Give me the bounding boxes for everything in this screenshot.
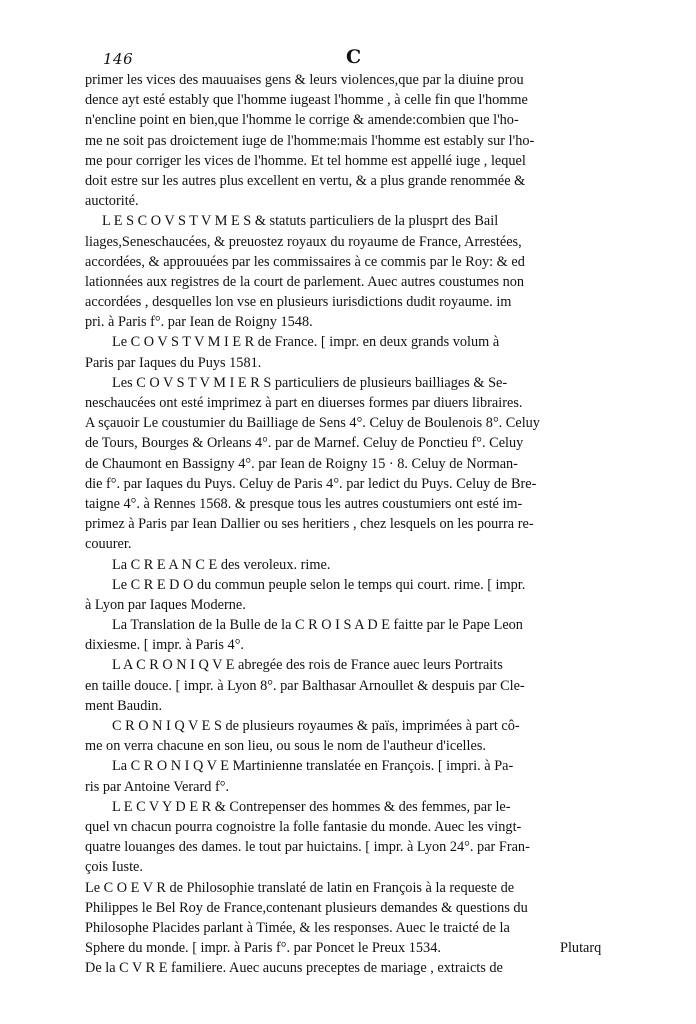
entry-heading-line: L E S C O V S T V M E S & statuts particuliers de la plusprt des Bail xyxy=(102,213,499,230)
page-body xyxy=(85,70,625,978)
text-line: die f°. par Iaques du Puys. Celuy de Paris 4°. par ledict du Puys. Celuy de Bre- xyxy=(85,475,537,492)
text-line: Sphere du monde. [ impr. à Paris f°. par Poncet le Preux 1534. xyxy=(85,940,441,957)
entry-heading-line: Le C O V S T V M I E R de France. [ impr. en deux grands volum à xyxy=(112,334,500,351)
text-line: couurer. xyxy=(85,536,132,553)
text-line: pri. à Paris f°. par Iean de Roigny 1548. xyxy=(85,314,313,331)
entry-heading-line: La C R E A N C E des veroleux. rime. xyxy=(112,556,331,573)
entry-heading-line: C R O N I Q V E S de plusieurs royaumes & païs, imprimées à part cô- xyxy=(112,718,520,734)
text-line: ris par Antoine Verard f°. xyxy=(85,778,230,795)
text-line: ment Baudin. xyxy=(85,697,163,714)
text-line: dence ayt esté estably que l'homme iugeast l'homme , à celle fin que l'homme xyxy=(85,92,528,109)
text-line: primer les vices des mauuaises gens & leurs violences,que par la diuine prou xyxy=(85,72,524,88)
text-line: neschaucées ont esté imprimez à part en diuerses formes par diuers libraires. xyxy=(85,395,523,411)
text-line: doit estre sur les autres plus excellent en vertu, & a plus grande renommée & xyxy=(85,172,526,189)
text-line: me on verra chacune en son lieu, ou sous le nom de l'autheur d'icelles. xyxy=(85,738,486,755)
text-line: n'encline point en bien,que l'homme le corrige & amende:combien que l'ho- xyxy=(85,112,519,129)
signature-mark: C xyxy=(346,46,362,68)
text-line: primez à Paris par Iean Dallier ou ses heritiers , chez lesquels on les pourra re- xyxy=(85,516,534,533)
text-line: taigne 4°. à Rennes 1568. & presque tous les autres coustumiers ont esté im- xyxy=(85,495,523,512)
text-line: lationnées aux registres de la court de parlement. Auec autres coustumes non xyxy=(85,273,525,290)
text-line: accordées , desquelles lon vse en plusieurs iurisdictions dudit royaume. im xyxy=(85,294,512,311)
entry-heading-line: La Translation de la Bulle de la C R O I S A D E faitte par le Pape Leon xyxy=(112,617,523,634)
entry-heading-line: Les C O V S T V M I E R S particuliers de plusieurs bailliages & Se- xyxy=(112,374,508,391)
text-line: de Tours, Bourges & Orleans 4°. par de Marnef. Celuy de Ponctieu f°. Celuy xyxy=(85,435,524,452)
text-line: Paris par Iaques du Puys 1581. xyxy=(85,354,262,371)
text-line: me pour corriger les vices de l'homme. Et tel homme est appellé iuge , lequel xyxy=(85,152,526,169)
text-line: quel vn chacun pourra cognoistre la folle fantasie du monde. Auec les vingt- xyxy=(85,818,522,835)
text-line: Philosophe Placides parlant à Timée, & les responses. Auec le traicté de la xyxy=(85,919,510,936)
text-line: quatre louanges des dames. le tout par huictains. [ impr. à Lyon 24°. par Fran- xyxy=(85,839,530,856)
entry-heading-line: Le C R E D O du commun peuple selon le temps qui court. rime. [ impr. xyxy=(112,576,526,593)
text-line: à Lyon par Iaques Moderne. xyxy=(85,596,246,613)
text-line: auctorité. xyxy=(85,193,139,210)
text-line: me ne soit pas droictement iuge de l'homme:mais l'homme est estably sur l'ho- xyxy=(85,132,535,149)
text-line: liages,Seneschaucées, & preuostez royaux du royaume de France, Arrestées, xyxy=(85,233,522,250)
text-line: Philippes le Bel Roy de France,contenant plusieurs demandes & questions du xyxy=(85,899,528,916)
text-line: de Chaumont en Bassigny 4°. par Iean de Roigny 15 · 8. Celuy de Norman- xyxy=(85,455,518,472)
entry-heading-line: L A C R O N I Q V E abregée des rois de France auec leurs Portraits xyxy=(112,657,503,674)
entry-heading-line: De la C V R E familiere. Auec aucuns preceptes de mariage , extraicts de xyxy=(85,960,503,977)
text-line: çois Iuste. xyxy=(85,859,143,876)
text-line: accordées, & approuuées par les commissaires à ce commis par le Roy: & ed xyxy=(85,253,525,270)
text-line: dixiesme. [ impr. à Paris 4°. xyxy=(85,637,244,654)
entry-heading-line: Le C O E V R de Philosophie translaté de latin en François à la requeste de xyxy=(85,879,515,896)
entry-heading-line: La C R O N I Q V E Martinienne translatée en François. [ impri. à Pa- xyxy=(112,758,514,775)
text-line: A sçauoir Le coustumier du Bailliage de Sens 4°. Celuy de Boulenois 8°. Celuy xyxy=(85,415,540,432)
catchword: Plutarq xyxy=(560,940,602,956)
text-line: en taille douce. [ impr. à Lyon 8°. par Balthasar Arnoullet & despuis par Cle- xyxy=(85,677,525,694)
entry-heading-line: L E C V Y D E R & Contrepenser des hommes & des femmes, par le- xyxy=(112,798,511,815)
page-number: 146 xyxy=(103,50,134,68)
